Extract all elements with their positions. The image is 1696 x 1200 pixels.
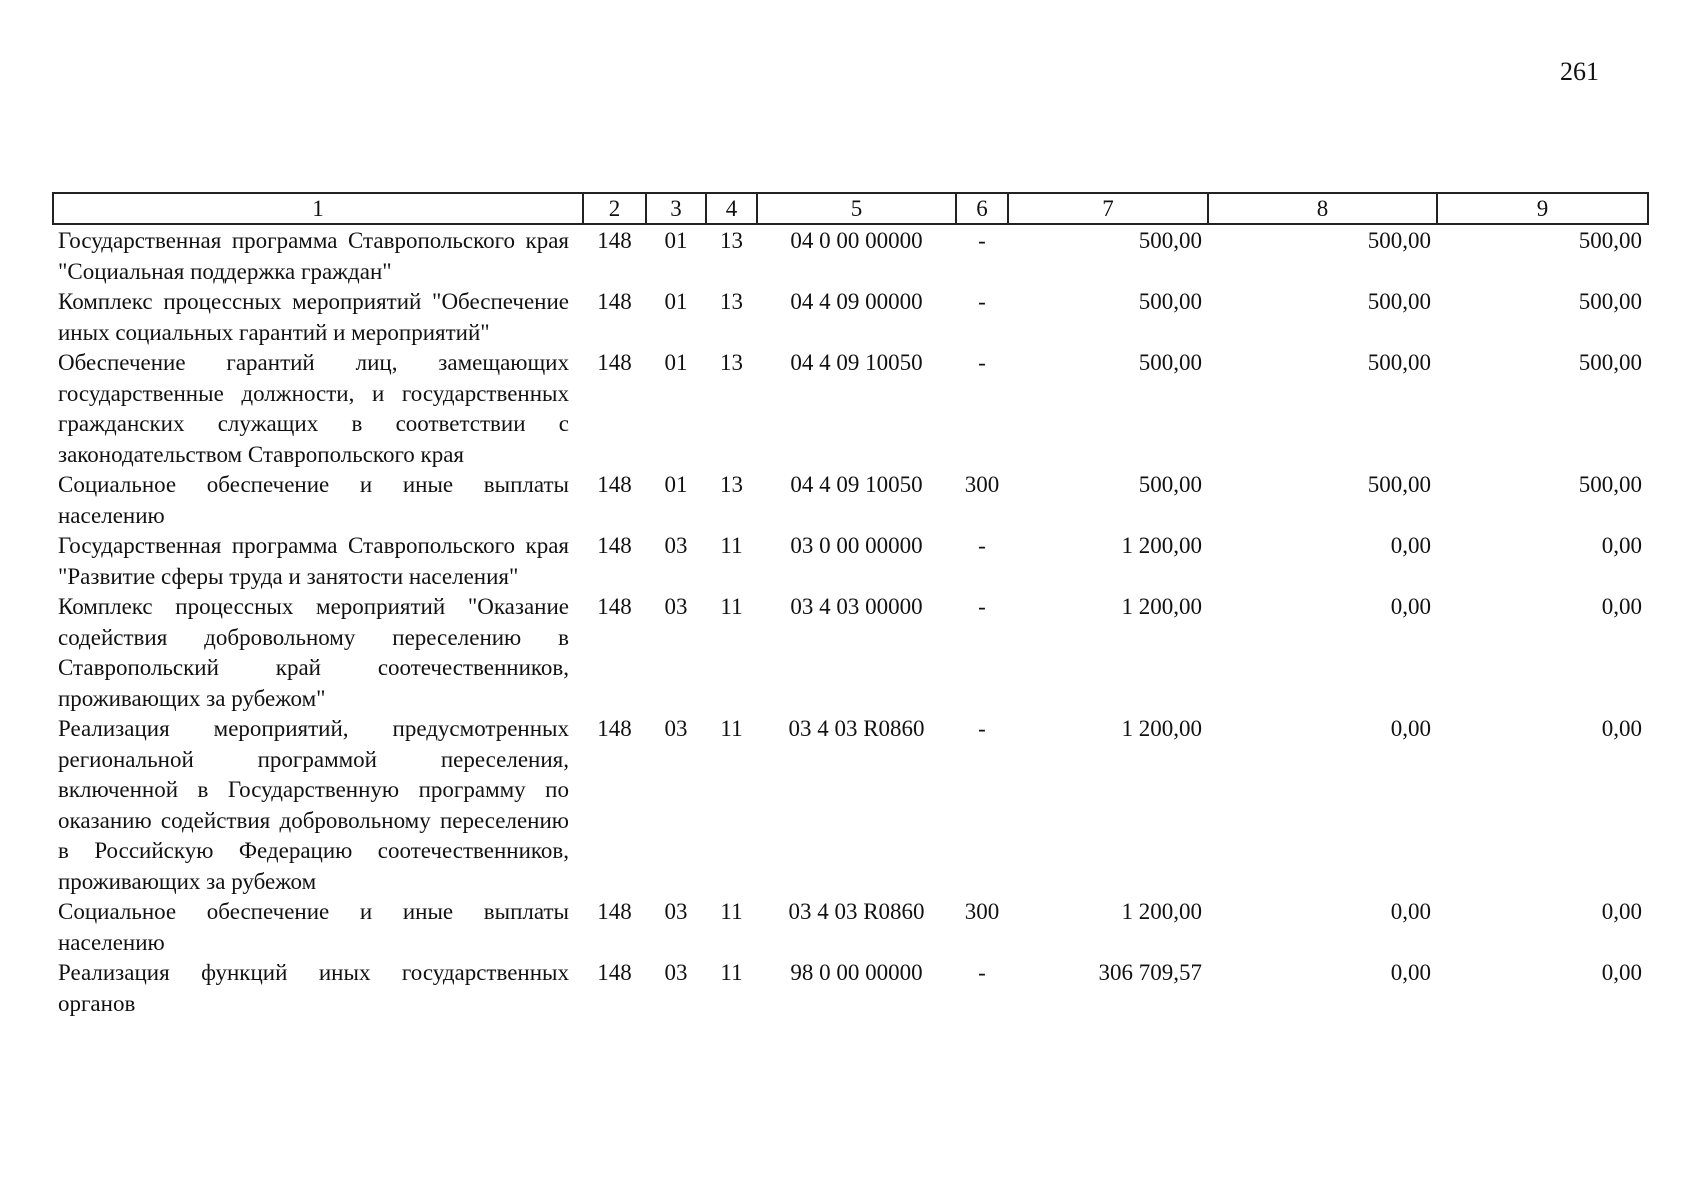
amount-col9-cell: 500,00 [1578,228,1642,253]
target-article-cell: 03 4 03 R0860 [788,899,925,924]
section-cell: 03 [664,716,688,741]
subsection-cell: 11 [720,533,743,558]
row-name-cell: Государственная программа Ставропольского края "Социальная поддержка граждан" [58,228,569,284]
row-name-cell: Реализация мероприятий, предусмотренных региональной программой переселения, включенной в Государственную программу по оказанию содействия добровольному переселению в Российскую Федерацию соотечественников, проживающих за рубежом [58,716,569,894]
admin-code-cell: 148 [597,472,632,497]
header-cell-7: 7 [1008,193,1208,224]
amount-col7-cell: 500,00 [1138,289,1202,314]
amount-col9-cell: 500,00 [1578,472,1642,497]
admin-code-cell: 148 [597,960,632,985]
amount-col8-cell: 500,00 [1367,289,1431,314]
subsection-cell: 11 [720,594,743,619]
header-cell-4: 4 [706,193,757,224]
header-cell-1: 1 [53,193,583,224]
target-article-cell: 04 4 09 10050 [790,472,923,497]
budget-table [52,192,1649,1019]
admin-code-cell: 148 [597,533,632,558]
amount-col7-cell: 1 200,00 [1121,594,1202,619]
table-row [53,531,1648,592]
header-cell-6: 6 [956,193,1008,224]
table-row [53,714,1648,897]
table-row [53,287,1648,348]
amount-col7-cell: 500,00 [1138,228,1202,253]
row-name-cell: Обеспечение гарантий лиц, замещающих государственные должности, и государственных гражданских служащих в соответствии с законодательством Ставропольского края [58,350,569,467]
section-cell: 01 [664,289,688,314]
admin-code-cell: 148 [597,594,632,619]
header-cell-9: 9 [1437,193,1648,224]
amount-col9-cell: 0,00 [1601,899,1642,924]
amount-col9-cell: 0,00 [1601,594,1642,619]
amount-col8-cell: 0,00 [1390,594,1431,619]
expense-type-cell: 300 [964,899,1000,924]
expense-type-cell: - [978,350,986,375]
amount-col8-cell: 500,00 [1367,472,1431,497]
target-article-cell: 03 4 03 R0860 [788,716,925,741]
expense-type-cell: 300 [964,472,1000,497]
header-cell-8: 8 [1208,193,1437,224]
amount-col8-cell: 0,00 [1390,960,1431,985]
expense-type-cell: - [978,594,986,619]
subsection-cell: 11 [720,960,743,985]
section-cell: 01 [664,472,688,497]
amount-col8-cell: 500,00 [1367,350,1431,375]
amount-col9-cell: 0,00 [1601,533,1642,558]
target-article-cell: 03 4 03 00000 [790,594,923,619]
expense-type-cell: - [978,716,986,741]
row-name-cell: Государственная программа Ставропольского края "Развитие сферы труда и занятости населения" [58,533,569,589]
amount-col7-cell: 1 200,00 [1121,899,1202,924]
admin-code-cell: 148 [597,899,632,924]
target-article-cell: 03 0 00 00000 [790,533,923,558]
admin-code-cell: 148 [597,716,632,741]
target-article-cell: 04 4 09 10050 [790,350,923,375]
subsection-cell: 11 [720,899,743,924]
section-cell: 01 [664,228,688,253]
header-cell-2: 2 [583,193,646,224]
page-number: 261 [1560,57,1599,86]
amount-col7-cell: 1 200,00 [1121,716,1202,741]
subsection-cell: 11 [720,716,743,741]
section-cell: 03 [664,899,688,924]
section-cell: 03 [664,594,688,619]
row-name-cell: Комплекс процессных мероприятий "Оказание содействия добровольному переселению в Ставропольский край соотечественников, проживающих за рубежом" [58,594,569,711]
admin-code-cell: 148 [597,228,632,253]
expense-type-cell: - [978,228,986,253]
table-row [53,897,1648,958]
amount-col9-cell: 500,00 [1578,350,1642,375]
subsection-cell: 13 [720,289,743,314]
table-row [53,224,1648,287]
table-row [53,470,1648,531]
amount-col7-cell: 1 200,00 [1121,533,1202,558]
admin-code-cell: 148 [597,350,632,375]
target-article-cell: 04 0 00 00000 [790,228,923,253]
header-row [53,193,1648,224]
row-name-cell: Реализация функций иных государственных органов [58,960,569,1016]
amount-col7-cell: 500,00 [1138,472,1202,497]
target-article-cell: 04 4 09 00000 [790,289,923,314]
amount-col9-cell: 500,00 [1578,289,1642,314]
header-cell-5: 5 [757,193,956,224]
section-cell: 03 [664,960,688,985]
table-row [53,592,1648,714]
amount-col8-cell: 0,00 [1390,899,1431,924]
amount-col7-cell: 306 709,57 [1098,960,1202,985]
admin-code-cell: 148 [597,289,632,314]
row-name-cell: Социальное обеспечение и иные выплаты населению [58,472,569,528]
subsection-cell: 13 [720,472,743,497]
table-row [53,348,1648,470]
amount-col7-cell: 500,00 [1138,350,1202,375]
amount-col9-cell: 0,00 [1601,716,1642,741]
target-article-cell: 98 0 00 00000 [790,960,923,985]
amount-col9-cell: 0,00 [1601,960,1642,985]
subsection-cell: 13 [720,228,743,253]
header-cell-3: 3 [646,193,706,224]
table-row [53,958,1648,1019]
row-name-cell: Комплекс процессных мероприятий "Обеспечение иных социальных гарантий и мероприятий" [58,289,569,345]
section-cell: 01 [664,350,688,375]
expense-type-cell: - [978,289,986,314]
row-name-cell: Социальное обеспечение и иные выплаты населению [58,899,569,955]
amount-col8-cell: 0,00 [1390,716,1431,741]
amount-col8-cell: 0,00 [1390,533,1431,558]
section-cell: 03 [664,533,688,558]
subsection-cell: 13 [720,350,743,375]
expense-type-cell: - [978,533,986,558]
amount-col8-cell: 500,00 [1367,228,1431,253]
expense-type-cell: - [978,960,986,985]
